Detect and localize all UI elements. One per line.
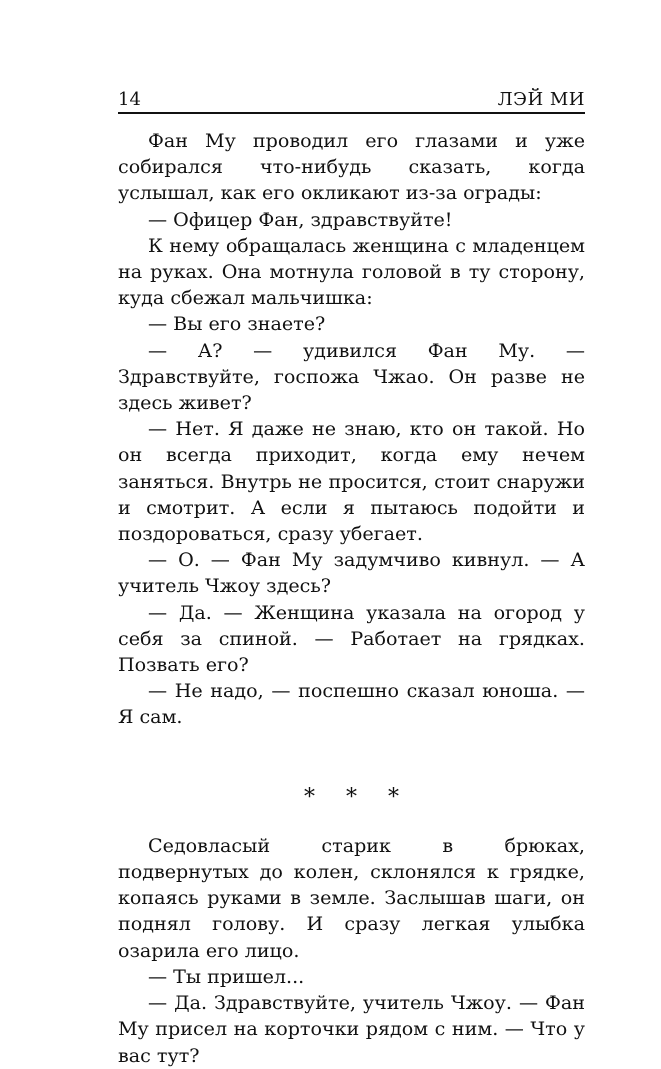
section-separator: * * *: [304, 784, 411, 810]
paragraph: — А? — удивился Фан Му. — Здравствуйте, госпожа Чжао. Он разве не здесь живет?: [118, 338, 585, 415]
paragraph: — Не надо, — поспешно сказал юноша. — Я сам.: [118, 679, 585, 729]
body-text: [118, 128, 585, 1069]
paragraph: — Да. — Женщина указала на огород у себя за спиной. — Работает на грядках. Позвать его?: [118, 600, 585, 677]
page-header: [118, 86, 585, 114]
paragraph: — Да. Здравствуйте, учитель Чжоу. — Фан Му присел на корточки рядом с ним. — Что у вас тут?: [118, 991, 585, 1067]
book-page: [118, 86, 585, 1069]
paragraph: Фан Му проводил его глазами и уже собирался что-нибудь сказать, когда услышал, как его окликают из-за ограды:: [118, 129, 585, 205]
paragraph: — Нет. Я даже не знаю, кто он такой. Но он всегда приходит, когда ему нечем заняться. Внутрь не просится, стоит снаружи и смотрит. А если я пытаюсь подойти и поздороваться, сразу убегает.: [118, 417, 585, 546]
running-head-author: ЛЭЙ МИ: [497, 89, 585, 110]
paragraph: К нему обращалась женщина с младенцем на руках. Она мотнула головой в ту сторону, куда сбежал мальчишка:: [118, 233, 585, 310]
paragraph: — Офицер Фан, здравствуйте!: [148, 207, 453, 231]
paragraph: Седовласый старик в брюках, подвернутых до колен, склонялся к грядке, копаясь руками в земле. Заслышав шаги, он поднял голову. И сразу легкая улыбка озарила его лицо.: [118, 833, 585, 962]
page-number: 14: [118, 89, 141, 110]
paragraph: — Вы его знаете?: [148, 312, 326, 336]
paragraph: — О. — Фан Му задумчиво кивнул. — А учитель Чжоу здесь?: [118, 548, 585, 598]
paragraph: — Ты пришел...: [148, 964, 305, 988]
